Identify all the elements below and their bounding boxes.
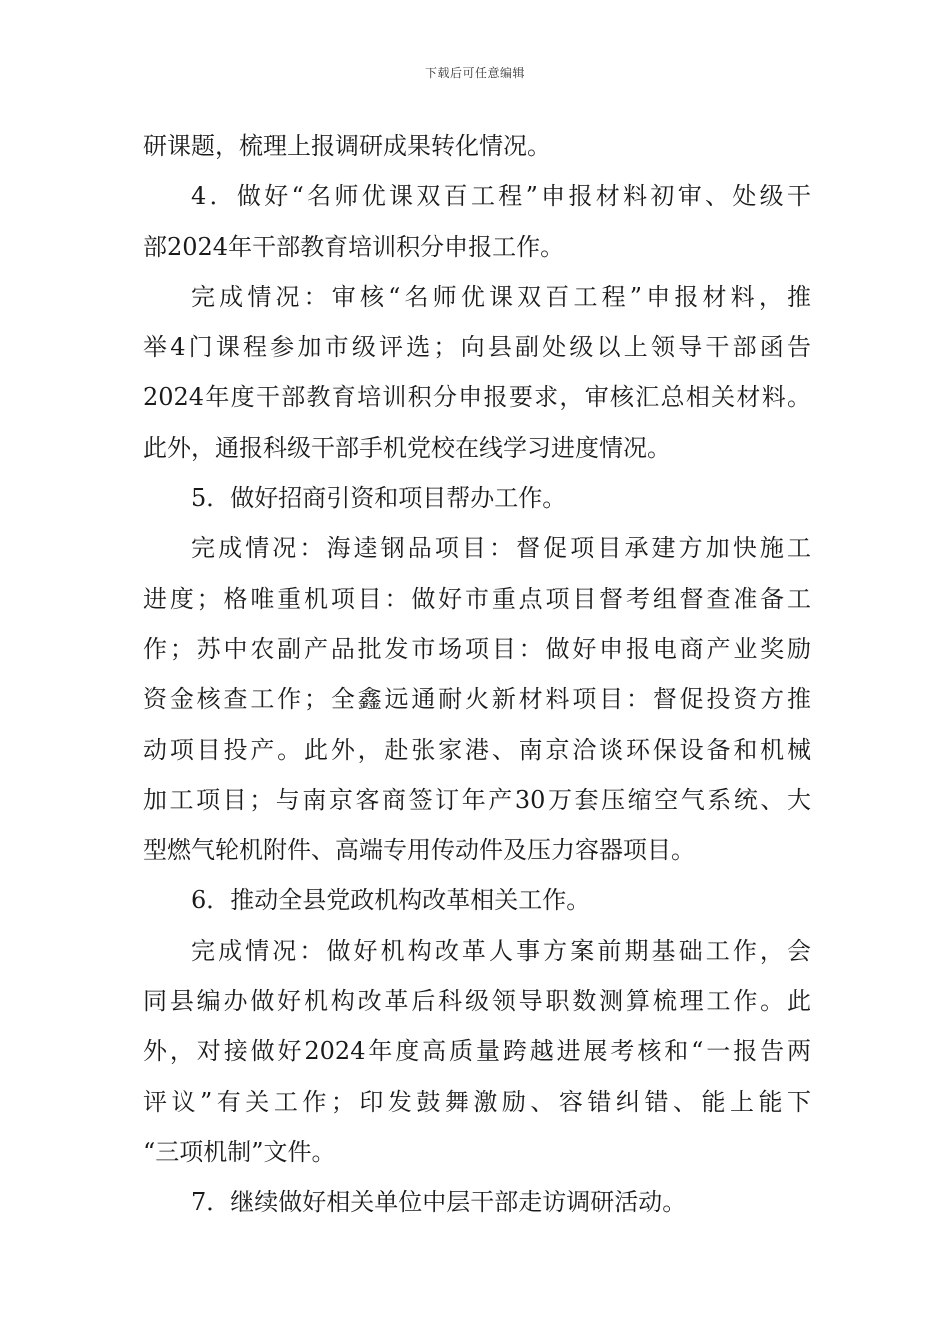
text-line: 同县编办做好机构改革后科级领导职数测算梳理工作。此	[143, 987, 811, 1016]
text-line: 部2024年干部教育培训积分申报工作。	[143, 232, 565, 261]
text-line: 完成情况：做好机构改革人事方案前期基础工作，会	[191, 936, 811, 965]
text-line: 外，对接做好2024年度高质量跨越进展考核和“一报告两	[143, 1037, 811, 1066]
text-line: 加工项目；与南京客商签订年产30万套压缩空气系统、大	[143, 785, 811, 814]
text-line: 作；苏中农副产品批发市场项目：做好申报电商产业奖励	[143, 634, 811, 663]
text-line: 进度；格唯重机项目：做好市重点项目督考组督查准备工	[143, 584, 811, 613]
text-line: 完成情况：审核“名师优课双百工程”申报材料，推	[191, 282, 811, 311]
text-line: 6．推动全县党政机构改革相关工作。	[191, 886, 591, 915]
text-line: 举4门课程参加市级评选；向县副处级以上领导干部函告	[143, 333, 811, 362]
text-line: 此外，通报科级干部手机党校在线学习进度情况。	[143, 433, 671, 462]
text-line: 研课题，梳理上报调研成果转化情况。	[143, 132, 551, 160]
text-line: 2024年度干部教育培训积分申报要求，审核汇总相关材料。	[143, 383, 811, 412]
text-line: “三项机制”文件。	[143, 1137, 336, 1166]
text-line: 完成情况：海逵钢品项目：督促项目承建方加快施工	[191, 534, 811, 563]
text-line: 4．做好“名师优课双百工程”申报材料初审、处级干	[191, 182, 811, 211]
text-line: 评议”有关工作；印发鼓舞激励、容错纠错、能上能下	[143, 1087, 811, 1116]
text-line: 5．做好招商引资和项目帮办工作。	[191, 484, 567, 513]
page-header-note: 下载后可任意编辑	[424, 66, 525, 80]
text-line: 资金核查工作；全鑫远通耐火新材料项目：督促投资方推	[143, 685, 811, 714]
text-line: 7．继续做好相关单位中层干部走访调研活动。	[191, 1188, 687, 1217]
text-line: 动项目投产。此外，赴张家港、南京洽谈环保设备和机械	[143, 735, 811, 764]
document-body	[143, 121, 811, 1228]
text-line: 型燃气轮机附件、高端专用传动件及压力容器项目。	[143, 836, 695, 865]
